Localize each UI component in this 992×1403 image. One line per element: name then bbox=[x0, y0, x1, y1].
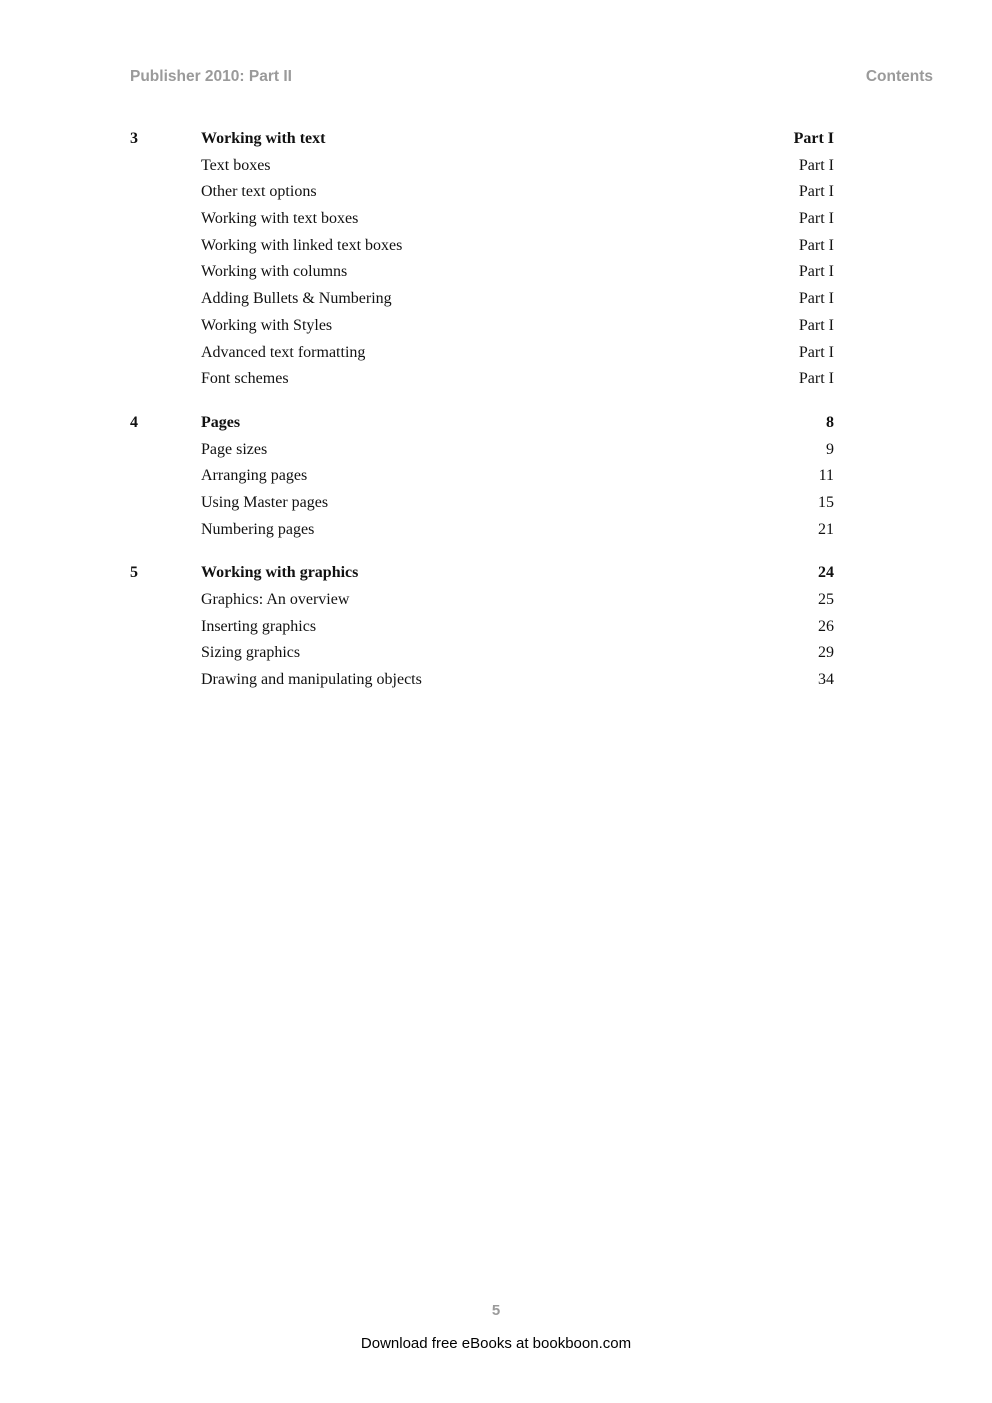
entry-page: Part I bbox=[798, 343, 834, 361]
entry-page: Part I bbox=[798, 156, 834, 174]
entry-title: Working with text boxes bbox=[201, 210, 359, 228]
entry-title: Inserting graphics bbox=[201, 617, 317, 635]
toc-entry[interactable] bbox=[130, 287, 834, 314]
toc-entry[interactable] bbox=[130, 314, 834, 341]
entry-page: Part I bbox=[798, 210, 834, 228]
chapter-title: Pages bbox=[201, 413, 241, 431]
entry-page: Part I bbox=[798, 263, 834, 281]
entry-title: Text boxes bbox=[201, 156, 271, 174]
toc-entry[interactable] bbox=[130, 341, 834, 368]
toc-entry[interactable] bbox=[130, 641, 834, 668]
toc-entry[interactable] bbox=[130, 367, 834, 394]
entry-page: 34 bbox=[818, 671, 834, 689]
toc-entry[interactable] bbox=[130, 260, 834, 287]
running-header bbox=[130, 68, 933, 92]
chapter-number: 4 bbox=[130, 413, 138, 431]
toc-chapter-heading[interactable] bbox=[130, 561, 834, 588]
chapter-page: 8 bbox=[826, 413, 834, 431]
entry-title: Arranging pages bbox=[201, 467, 308, 485]
entry-title: Page sizes bbox=[201, 440, 268, 458]
chapter-title: Working with text bbox=[201, 130, 326, 147]
entry-title: Sizing graphics bbox=[201, 644, 301, 662]
entry-title: Font schemes bbox=[201, 370, 289, 388]
chapter-title: Working with graphics bbox=[201, 564, 359, 582]
entry-page: Part I bbox=[798, 236, 834, 254]
page-number-text: 5 bbox=[491, 1302, 501, 1319]
entry-page: 15 bbox=[818, 493, 834, 511]
entry-title: Working with linked text boxes bbox=[201, 236, 403, 254]
chapter-page: Part I bbox=[793, 130, 834, 147]
chapter-page: 24 bbox=[818, 564, 834, 582]
toc-chapter-4 bbox=[130, 411, 834, 544]
entry-page: 9 bbox=[826, 440, 834, 458]
entry-title: Working with Styles bbox=[201, 316, 333, 334]
download-link[interactable]: Download free eBooks at bookboon.com bbox=[360, 1335, 632, 1352]
chapter-number: 3 bbox=[130, 130, 138, 147]
entry-page: Part I bbox=[798, 183, 834, 201]
toc-chapter-5 bbox=[130, 561, 834, 694]
entry-page: 29 bbox=[818, 644, 834, 662]
entry-page: 21 bbox=[818, 520, 834, 538]
entry-title: Working with columns bbox=[201, 263, 348, 281]
toc-chapter-heading[interactable] bbox=[130, 411, 834, 438]
entry-page: Part I bbox=[798, 316, 834, 334]
entry-page: Part I bbox=[798, 370, 834, 388]
toc-entry[interactable] bbox=[130, 438, 834, 465]
entry-title: Using Master pages bbox=[201, 493, 329, 511]
toc-entry[interactable] bbox=[130, 588, 834, 615]
toc-entry[interactable] bbox=[130, 180, 834, 207]
entry-title: Other text options bbox=[201, 183, 317, 201]
toc-chapter-3 bbox=[130, 127, 834, 394]
entry-title: Numbering pages bbox=[201, 520, 315, 538]
toc-entry[interactable] bbox=[130, 615, 834, 642]
entry-title: Advanced text formatting bbox=[201, 343, 366, 361]
page-number bbox=[66, 1302, 992, 1319]
table-of-contents bbox=[130, 127, 834, 712]
toc-entry[interactable] bbox=[130, 668, 834, 695]
book-title: Publisher 2010: Part II bbox=[130, 68, 292, 85]
toc-entry[interactable] bbox=[130, 464, 834, 491]
toc-entry[interactable] bbox=[130, 491, 834, 518]
toc-entry[interactable] bbox=[130, 154, 834, 181]
entry-page: Part I bbox=[798, 290, 834, 308]
entry-title: Graphics: An overview bbox=[201, 591, 350, 608]
entry-title: Adding Bullets & Numbering bbox=[201, 290, 392, 308]
entry-title: Drawing and manipulating objects bbox=[201, 671, 422, 689]
entry-page: 26 bbox=[818, 617, 834, 635]
section-title: Contents bbox=[865, 68, 933, 85]
toc-entry[interactable] bbox=[130, 518, 834, 545]
entry-page: 25 bbox=[818, 591, 834, 608]
toc-chapter-heading[interactable] bbox=[130, 127, 834, 154]
entry-page: 11 bbox=[818, 467, 834, 485]
chapter-number: 5 bbox=[130, 564, 138, 582]
toc-entry[interactable] bbox=[130, 207, 834, 234]
toc-entry[interactable] bbox=[130, 234, 834, 261]
